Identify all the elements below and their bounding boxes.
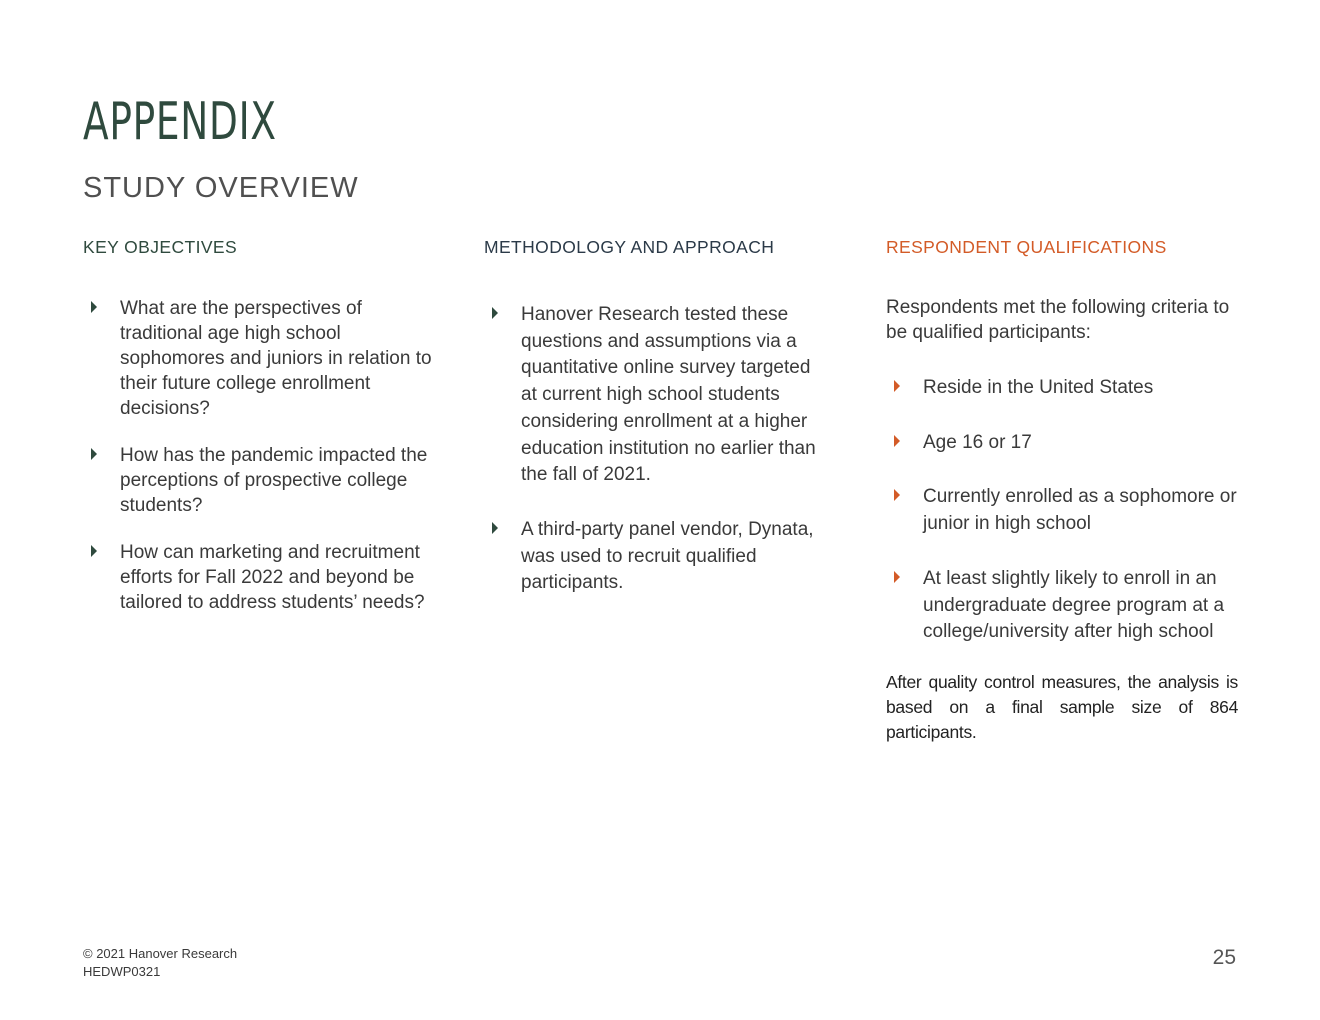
caret-right-icon — [492, 522, 498, 534]
list-item — [83, 540, 443, 615]
key-objectives-column — [83, 236, 443, 637]
qualifications-column — [886, 236, 1238, 745]
caret-right-icon — [894, 435, 900, 447]
list-item-text: How has the pandemic impacted the perceptions of prospective college students? — [120, 445, 428, 516]
page-number: 25 — [1212, 946, 1236, 969]
caret-right-icon — [91, 545, 97, 557]
methodology-column — [484, 236, 829, 625]
list-item-text: What are the perspectives of traditional age high school sophomores and juniors in relation to their future college enrollment decisions? — [120, 298, 432, 419]
list-item — [83, 443, 443, 518]
list-item-text: Reside in the United States — [923, 377, 1154, 398]
list-item — [83, 296, 443, 421]
list-item-text: At least slightly likely to enroll in an undergraduate degree program at a college/university after high school — [923, 567, 1225, 643]
list-item — [886, 566, 1238, 646]
list-item — [484, 517, 829, 597]
list-item — [886, 375, 1238, 402]
caret-right-icon — [492, 307, 498, 319]
key-objectives-list — [83, 296, 443, 615]
footer — [83, 945, 237, 981]
copyright-text: © 2021 Hanover Research — [83, 946, 238, 961]
list-item-text: Hanover Research tested these questions and assumptions via a quantitative online survey targeted at current high school students considering enrollment at a higher education institution no earlier than the fall of 2021. — [521, 304, 816, 486]
document-code: HEDWP0321 — [83, 964, 161, 979]
qualifications-closing: After quality control measures, the analysis is based on a final sample size of 864 participants. — [886, 671, 1238, 742]
qualifications-list — [886, 375, 1238, 646]
page-title: APPENDIX — [83, 92, 277, 152]
methodology-heading: METHODOLOGY AND APPROACH — [484, 237, 775, 257]
caret-right-icon — [91, 448, 97, 460]
list-item-text: Age 16 or 17 — [923, 431, 1032, 453]
caret-right-icon — [894, 489, 900, 501]
key-objectives-heading: KEY OBJECTIVES — [83, 237, 238, 257]
methodology-list — [484, 302, 829, 597]
qualifications-intro: Respondents met the following criteria to be qualified participants: — [886, 297, 1230, 343]
list-item — [886, 484, 1238, 537]
qualifications-heading: RESPONDENT QUALIFICATIONS — [886, 237, 1167, 257]
caret-right-icon — [91, 301, 97, 313]
list-item-text: Currently enrolled as a sophomore or junior in high school — [923, 486, 1237, 535]
list-item — [886, 430, 1238, 457]
caret-right-icon — [894, 571, 900, 583]
list-item-text: How can marketing and recruitment efforts for Fall 2022 and beyond be tailored to address students’ needs? — [120, 542, 425, 613]
list-item-text: A third-party panel vendor, Dynata, was used to recruit qualified participants. — [521, 518, 814, 594]
list-item — [484, 302, 829, 489]
page-subtitle: STUDY OVERVIEW — [83, 172, 359, 204]
caret-right-icon — [894, 380, 900, 392]
